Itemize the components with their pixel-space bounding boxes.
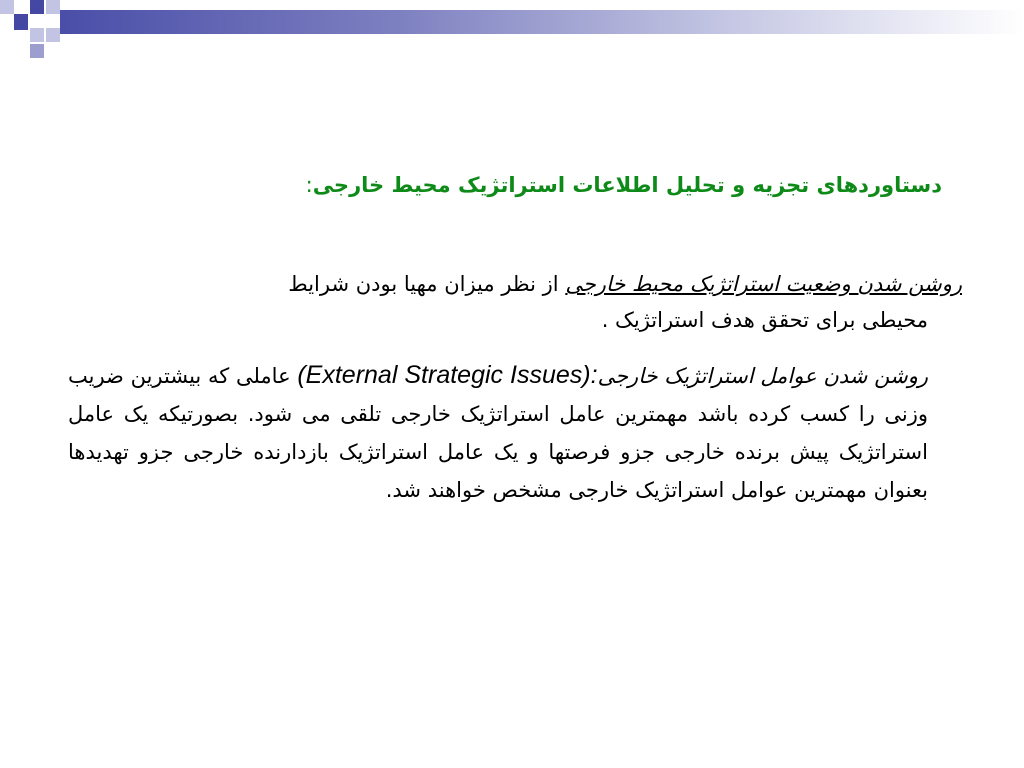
paragraph1-rest: از نظر میزان مهیا بودن شرایط <box>288 272 566 296</box>
heading-text: دستاوردهای تجزیه و تحلیل اطلاعات استراتژیک محیط خارجی <box>312 173 942 197</box>
heading-colon: : <box>305 173 313 197</box>
decor-square <box>30 28 44 42</box>
paragraph-environment-status <box>62 266 962 338</box>
paragraph-external-factors <box>68 356 928 509</box>
decor-square <box>46 28 60 42</box>
decor-square <box>30 0 44 14</box>
header-decoration <box>0 0 1024 60</box>
slide-heading <box>182 170 942 200</box>
header-gradient-bar <box>60 10 1024 34</box>
paragraph2-italic-intro: روشن شدن عوامل استراتژیک خارجی <box>597 364 928 388</box>
paragraph2-english-term: (External Strategic Issues): <box>297 361 598 389</box>
decor-square <box>46 0 60 14</box>
paragraph1-italic-term: روشن شدن وضعیت استراتژیک محیط خارجی <box>565 272 962 296</box>
paragraph1-line2: محیطی برای تحقق هدف استراتژیک . <box>601 308 928 332</box>
decor-square <box>0 0 14 14</box>
paragraph2-body: عاملی که بیشترین ضریب وزنی را کسب کرده باشد مهمترین عامل استراتژیک خارجی تلقی می شود. بصورتیکه یک عامل استراتژیک پیش برنده خارجی جزو فرصتها و یک عامل استراتژیک بازدارنده خارجی جزو تهدیدها بعنوان مهمترین عوامل استراتژیک خارجی مشخص خواهند شد. <box>68 364 928 502</box>
decor-square <box>30 44 44 58</box>
decor-square <box>14 14 28 30</box>
